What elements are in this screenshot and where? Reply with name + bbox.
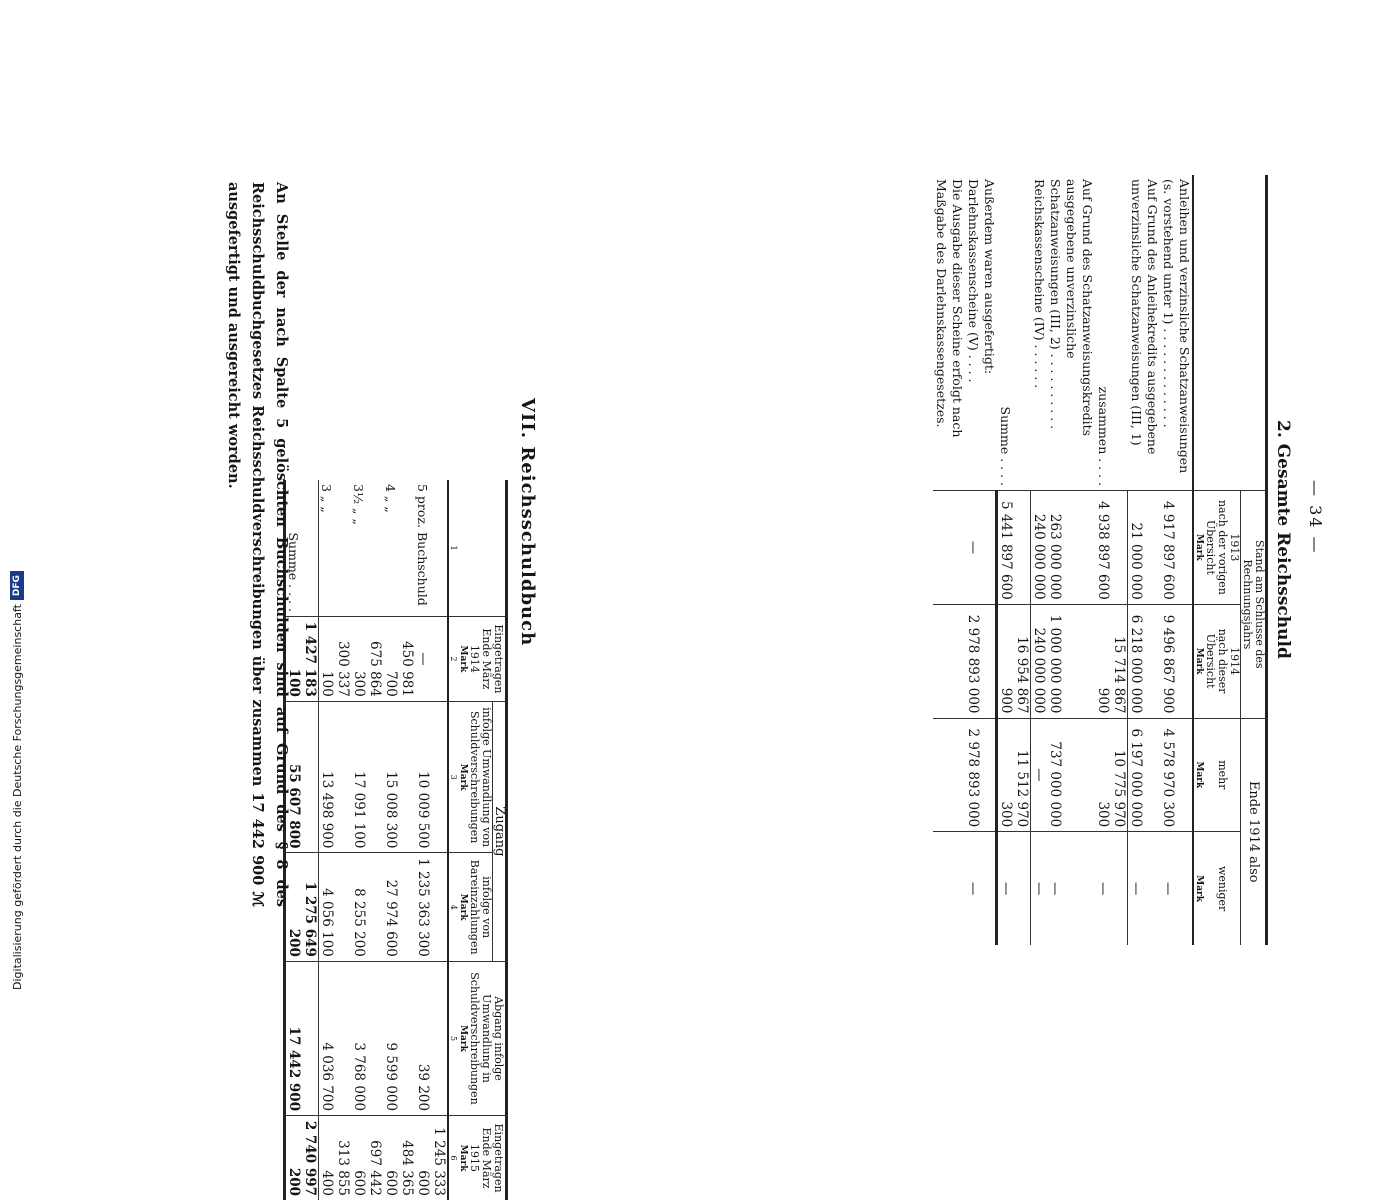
cell-c1: 263 000 000 — [1048, 491, 1096, 605]
cell-c4: 39 200 — [415, 961, 448, 1115]
row-label: Summe . . . . — [285, 480, 319, 617]
h-bareinzahlungen: infolge von Bareinzahlungen — [468, 853, 493, 961]
header-mehr: mehr — [1204, 718, 1241, 832]
cell-c4: 17 442 900 — [285, 961, 319, 1115]
row-label: Darlehnskassenscheine (V) . . . . — [966, 179, 981, 383]
cell-c4: — — [1048, 832, 1096, 945]
cell-c2: 15 714 867 900 — [1096, 604, 1129, 718]
cell-c1: 240 000 000 — [1031, 491, 1048, 605]
cell-c1: 675 864 300 — [351, 617, 383, 702]
table1-row — [1128, 175, 1160, 945]
closing-paragraph: An Stelle der nach Spalte 5 gelöschten Buchschulden sind auf Grund des § 8 des Reichsschuldbuchgesetzes Reichsschuldverschreibungen über zusammen 17 442 900 ℳ ausgefertigt und ausgereicht worden. — [225, 182, 290, 907]
table1-corner — [1204, 175, 1267, 491]
cell-c4: — — [1128, 832, 1160, 945]
cell-c1: 1 427 183 100 — [285, 617, 319, 702]
h-eingetragen-1914: Eingetragen Ende März 1914 — [468, 617, 507, 702]
cell-c1: 21 000 000 — [1128, 491, 1160, 605]
cell-c3: 1 235 363 300 — [415, 853, 448, 961]
unit-row-2: Mark Mark Mark Mark Mark — [458, 480, 468, 1200]
cell-c3: 11 512 970 300 — [997, 718, 1031, 832]
cell-c3: 6 197 000 000 — [1128, 718, 1160, 832]
table1-row — [1048, 175, 1096, 945]
cell-c3: 4 578 970 300 — [1160, 718, 1193, 832]
row-label: Reichskassenscheine (IV) . . . . . . — [1032, 179, 1047, 389]
cell-c3: — — [1031, 718, 1048, 832]
cell-c1: 4 917 897 600 — [1160, 491, 1193, 605]
table1-row — [965, 175, 981, 945]
table2-row — [415, 480, 448, 1200]
table1-row — [933, 175, 965, 945]
cell-c3: 2 978 893 000 — [965, 718, 981, 832]
cell-c1: 5 441 897 600 — [997, 491, 1031, 605]
cell-c5: 2 740 997 200 — [285, 1116, 319, 1200]
reichsschuldbuch-heading: VII. Reichsschuldbuch — [517, 398, 538, 647]
row-label: Summe . . . . — [998, 406, 1013, 487]
table2-corner — [468, 480, 507, 617]
cell-c2: 17 091 100 — [351, 701, 383, 853]
cell-c5: 1 245 333 600 — [415, 1116, 448, 1200]
cell-c4: — — [1160, 832, 1193, 945]
cell-c2: 15 008 300 — [383, 701, 415, 853]
table1-row — [997, 175, 1031, 945]
cell-c3 — [933, 718, 965, 832]
cell-c2: 1 000 000 000 — [1048, 604, 1096, 718]
cell-c2 — [933, 604, 965, 718]
cell-c3: 8 255 200 — [351, 853, 383, 961]
h-abgang: Abgang infolge Umwandlung in Schuldverschreibungen — [468, 961, 507, 1115]
cell-c3: 1 275 649 200 — [285, 853, 319, 961]
row-label: Auf Grund des Schatzanweisungskredits ausgegebene unverzinsliche Schatzanweisungen (III, 2) . . . . . . . . . . — [1048, 179, 1096, 437]
cell-c4: 9 599 000 — [383, 961, 415, 1115]
cell-c5: 484 365 600 — [383, 1116, 415, 1200]
cell-c4: — — [997, 832, 1031, 945]
cell-c4: 3 768 000 — [351, 961, 383, 1115]
h-eingetragen-1915: Eingetragen Ende März 1915 — [468, 1116, 507, 1200]
cell-c2: 2 978 893 000 — [965, 604, 981, 718]
section-heading: 2. Gesamte Reichsschuld — [1273, 420, 1293, 659]
cell-c2: 9 496 867 900 — [1160, 604, 1193, 718]
index-row: 1 2 3 4 5 6 — [448, 480, 458, 1200]
row-label: 5 proz. Buchschuld — [415, 484, 430, 606]
cell-c1: 4 938 897 600 — [1096, 491, 1129, 605]
footer-text: Digitalisierung gefördert durch die Deutsche Forschungsgemeinschaft — [10, 604, 24, 990]
table1-row — [1160, 175, 1193, 945]
header-weniger: weniger — [1204, 832, 1241, 945]
cell-c4: 4 036 700 — [319, 961, 352, 1115]
row-label: 3½ „ „ — [351, 484, 366, 525]
row-label: Die Ausgabe dieser Scheine erfolgt nach Maßgabe des Darlehnskassengesetzes. — [934, 179, 965, 438]
cell-c2 — [981, 604, 997, 718]
header-1914: 1914 nach dieser Übersicht — [1204, 604, 1241, 718]
cell-c2: 240 000 000 — [1031, 604, 1048, 718]
cell-c3 — [981, 718, 997, 832]
row-label: Anleihen und verzinsliche Schatzanweisungen (s. vorstehend unter 1) . . . . . . . . . . . . . — [1160, 175, 1193, 491]
cell-c3: 10 775 970 300 — [1096, 718, 1129, 832]
cell-c4 — [981, 832, 997, 945]
row-label: Auf Grund des Anleihekredits ausgegebene unverzinsliche Schatzanweisungen (III, 1) — [1129, 179, 1160, 455]
table1-row — [981, 175, 997, 945]
cell-c1: 300 337 100 — [319, 617, 352, 702]
cell-c2: 55 607 800 — [285, 701, 319, 853]
cell-c4 — [933, 832, 965, 945]
cell-c5: 697 442 600 — [351, 1116, 383, 1200]
cell-c4: — — [1096, 832, 1129, 945]
h-umwandlung: infolge Umwandlung von Schuldverschreibungen — [468, 701, 493, 853]
unit-row: Mark Mark Mark Mark — [1193, 175, 1204, 945]
header-ende: Ende 1914 also — [1241, 718, 1267, 945]
table1-row — [1096, 175, 1129, 945]
cell-c1 — [933, 491, 965, 605]
row-label: Außerdem waren ausgefertigt: — [982, 179, 997, 375]
cell-c4: — — [1031, 832, 1048, 945]
row-label: 4 „ „ — [383, 484, 398, 513]
h-zugang: Zugang — [493, 701, 507, 961]
cell-c1 — [981, 491, 997, 605]
cell-c2: 13 498 900 — [319, 701, 352, 853]
cell-c3: 27 974 600 — [383, 853, 415, 961]
cell-c4: — — [965, 832, 981, 945]
table2-row — [319, 480, 352, 1200]
cell-c3: 4 056 100 — [319, 853, 352, 961]
cell-c1: — — [965, 491, 981, 605]
cell-c5: 313 855 400 — [319, 1116, 352, 1200]
row-label: 3 „ „ — [319, 484, 334, 513]
page-number: — 34 — — [1306, 480, 1325, 555]
dfg-logo-icon: DFG — [10, 571, 24, 600]
cell-c2: 6 218 000 000 — [1128, 604, 1160, 718]
reichsschuldbuch-table — [283, 480, 508, 1200]
cell-c2: 16 954 867 900 — [997, 604, 1031, 718]
digitization-footer — [10, 571, 24, 990]
header-1913: 1913 nach der vorigen Übersicht — [1204, 491, 1241, 605]
header-stand: Stand am Schlusse des Rechnungsjahrs — [1241, 491, 1267, 718]
cell-c2: 10 009 500 — [415, 701, 448, 853]
table2-row — [351, 480, 383, 1200]
table1-row — [1031, 175, 1048, 945]
total-debt-table — [933, 175, 1268, 945]
cell-c1: 450 981 700 — [383, 617, 415, 702]
cell-c1: — — [415, 617, 448, 702]
cell-c3: 737 000 000 — [1048, 718, 1096, 832]
table2-row — [383, 480, 415, 1200]
row-label: zusammen . . . . — [1096, 386, 1112, 487]
